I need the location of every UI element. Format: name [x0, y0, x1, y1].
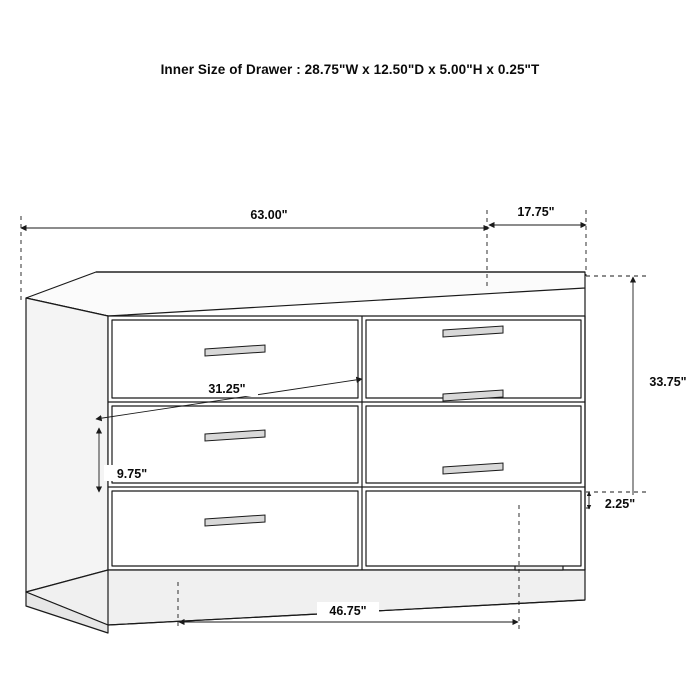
height-label: 33.75"	[649, 375, 687, 389]
dresser-base-plinth	[26, 570, 585, 625]
drawer-height-label: 9.75"	[116, 467, 148, 481]
depth-label: 17.75"	[517, 205, 555, 219]
page-title: Inner Size of Drawer : 28.75"W x 12.50"D x 5.00"H x 0.25"T	[160, 62, 540, 77]
width-label: 63.00"	[250, 208, 288, 222]
drawer-front-bottom-left	[112, 491, 358, 566]
base-height-label: 2.25"	[604, 497, 636, 511]
drawer-width-label: 31.25"	[208, 382, 246, 396]
drawer-front-bottom-right	[366, 491, 581, 566]
dresser-top-surface	[26, 272, 585, 316]
dresser-left-side	[26, 298, 108, 592]
base-width-label: 46.75"	[329, 604, 367, 618]
